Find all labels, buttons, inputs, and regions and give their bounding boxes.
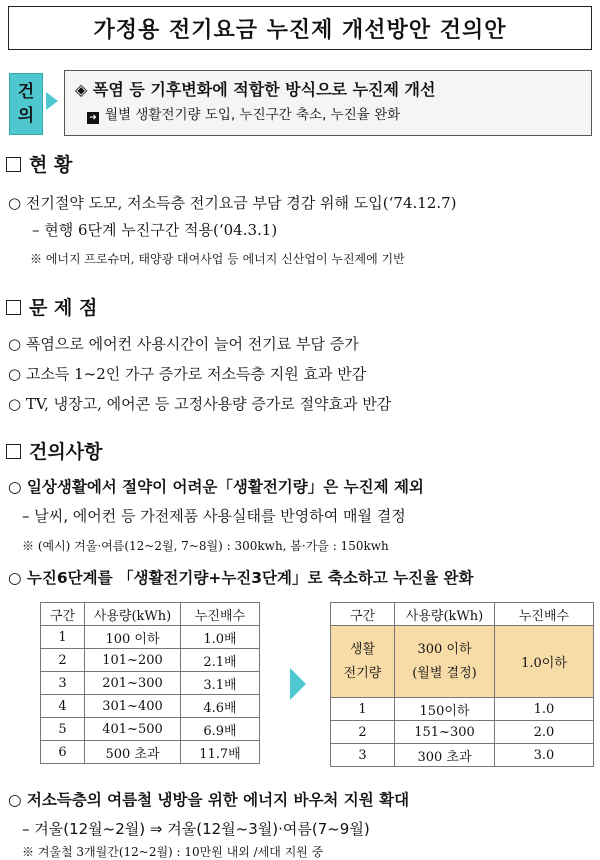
table-header-cell: 사용량(kWh)	[395, 603, 495, 626]
table-cell: 101~200	[85, 649, 181, 672]
problem-item-1: ○ 폭염으로 에어컨 사용시간이 늘어 전기료 부담 증가	[8, 335, 359, 353]
status-line-1: ○ 전기절약 도모, 저소득층 전기요금 부담 경감 위해 도입(‘74.12.7)	[8, 194, 457, 212]
table-cell: 2	[41, 649, 85, 672]
proposal-sub-line	[75, 103, 581, 127]
cell-line: 300 이하	[417, 641, 472, 657]
table-row	[41, 741, 260, 764]
table-cell	[331, 626, 395, 698]
table-row-highlight	[331, 626, 594, 698]
table-cell: 2	[331, 721, 395, 744]
section-heading-text: 건의사항	[29, 441, 103, 463]
table-row	[41, 718, 260, 741]
table-cell: 151~300	[395, 721, 495, 744]
table-header-cell: 누진배수	[181, 603, 260, 626]
section-heading-text: 현 황	[29, 154, 73, 176]
proposal-tag-char-2: 의	[17, 106, 35, 126]
proposal-main-text: ◈ 폭염 등 기후변화에 적합한 방식으로 누진제 개선	[75, 80, 436, 99]
table-cell: 3.1배	[181, 672, 260, 695]
proposal-tag-char-1: 건	[17, 82, 35, 102]
table-cell: 6	[41, 741, 85, 764]
table-cell: 11.7배	[181, 741, 260, 764]
current-rate-table	[40, 602, 260, 764]
table-cell: 2.1배	[181, 649, 260, 672]
table-cell: 6.9배	[181, 718, 260, 741]
table-cell: 201~300	[85, 672, 181, 695]
table-cell: 1	[331, 698, 395, 721]
table-cell: 1.0이하	[495, 626, 594, 698]
table-cell: 1	[41, 626, 85, 649]
table-row	[41, 672, 260, 695]
table-cell: 100 이하	[85, 626, 181, 649]
arrow-box-icon: ➜	[87, 112, 99, 124]
checkbox-square-icon	[6, 444, 21, 459]
problem-item-2: ○ 고소득 1~2인 가구 증가로 저소득층 지원 효과 반감	[8, 365, 367, 383]
table-cell: 4	[41, 695, 85, 718]
table-header-row	[41, 603, 260, 626]
section-heading-text: 문 제 점	[29, 297, 98, 319]
cell-line: 생활	[349, 641, 376, 657]
table-row	[331, 698, 594, 721]
recommendation-item-1-sub: – 날씨, 에어컨 등 가전제품 사용실태를 반영하여 매월 결정	[22, 507, 406, 525]
checkbox-square-icon	[6, 300, 21, 315]
recommendation-item-2: ○ 누진6단계를 「생활전기량+누진3단계」로 축소하고 누진율 완화	[8, 569, 474, 587]
proposal-sub-text: 월별 생활전기량 도입, 누진구간 축소, 누진율 완화	[105, 107, 401, 123]
recommendation-item-1-note: ※ (예시) 겨울·여름(12~2월, 7~8월) : 300kwh, 봄·가을 : 150kwh	[22, 539, 389, 553]
checkbox-square-icon	[6, 157, 21, 172]
recommendation-item-1: ○ 일상생활에서 절약이 어려운「생활전기량」은 누진제 제외	[8, 478, 424, 496]
table-cell: 4.6배	[181, 695, 260, 718]
recommendation-item-3: ○ 저소득층의 여름철 냉방을 위한 에너지 바우처 지원 확대	[8, 791, 410, 809]
table-cell: 1.0배	[181, 626, 260, 649]
table-cell: 301~400	[85, 695, 181, 718]
table-row	[41, 626, 260, 649]
table-cell: 1.0	[495, 698, 594, 721]
status-line-2: – 현행 6단계 누진구간 적용(‘04.3.1)	[32, 221, 278, 239]
page-title: 가정용 전기요금 누진제 개선방안 건의안	[8, 6, 592, 50]
recommendation-item-3-note: ※ 겨울철 3개월간(12~2월) : 10만원 내외 /세대 지원 중	[22, 845, 324, 859]
table-header-cell: 구간	[41, 603, 85, 626]
table-row	[331, 744, 594, 767]
cell-line: 전기량	[343, 665, 382, 681]
table-row	[41, 649, 260, 672]
table-cell: 500 초과	[85, 741, 181, 764]
table-cell	[395, 626, 495, 698]
proposal-tag	[9, 73, 43, 135]
table-header-row	[331, 603, 594, 626]
table-cell: 3	[41, 672, 85, 695]
recommendation-item-3-sub: – 겨울(12월~2월) ⇒ 겨울(12월~3월)·여름(7~9월)	[22, 820, 370, 838]
table-cell: 3.0	[495, 744, 594, 767]
proposal-summary-box	[64, 70, 592, 136]
table-cell: 3	[331, 744, 395, 767]
section-heading-problems	[6, 293, 97, 320]
table-cell: 150이하	[395, 698, 495, 721]
problem-item-3: ○ TV, 냉장고, 에어콘 등 고정사용량 증가로 절약효과 반감	[8, 395, 392, 413]
section-heading-recommendations	[6, 437, 102, 464]
table-cell: 401~500	[85, 718, 181, 741]
table-header-cell: 사용량(kWh)	[85, 603, 181, 626]
table-header-cell: 누진배수	[495, 603, 594, 626]
cell-line: (월별 결정)	[412, 665, 477, 681]
arrow-right-icon	[290, 668, 306, 700]
table-header-cell: 구간	[331, 603, 395, 626]
table-cell: 2.0	[495, 721, 594, 744]
table-cell: 300 초과	[395, 744, 495, 767]
status-note: ※ 에너지 프로슈머, 태양광 대여사업 등 에너지 신산업이 누진제에 기반	[30, 252, 405, 266]
arrow-right-icon	[46, 92, 58, 110]
table-row	[331, 721, 594, 744]
section-heading-status	[6, 150, 72, 177]
proposed-rate-table	[330, 602, 594, 767]
table-cell: 5	[41, 718, 85, 741]
table-row	[41, 695, 260, 718]
